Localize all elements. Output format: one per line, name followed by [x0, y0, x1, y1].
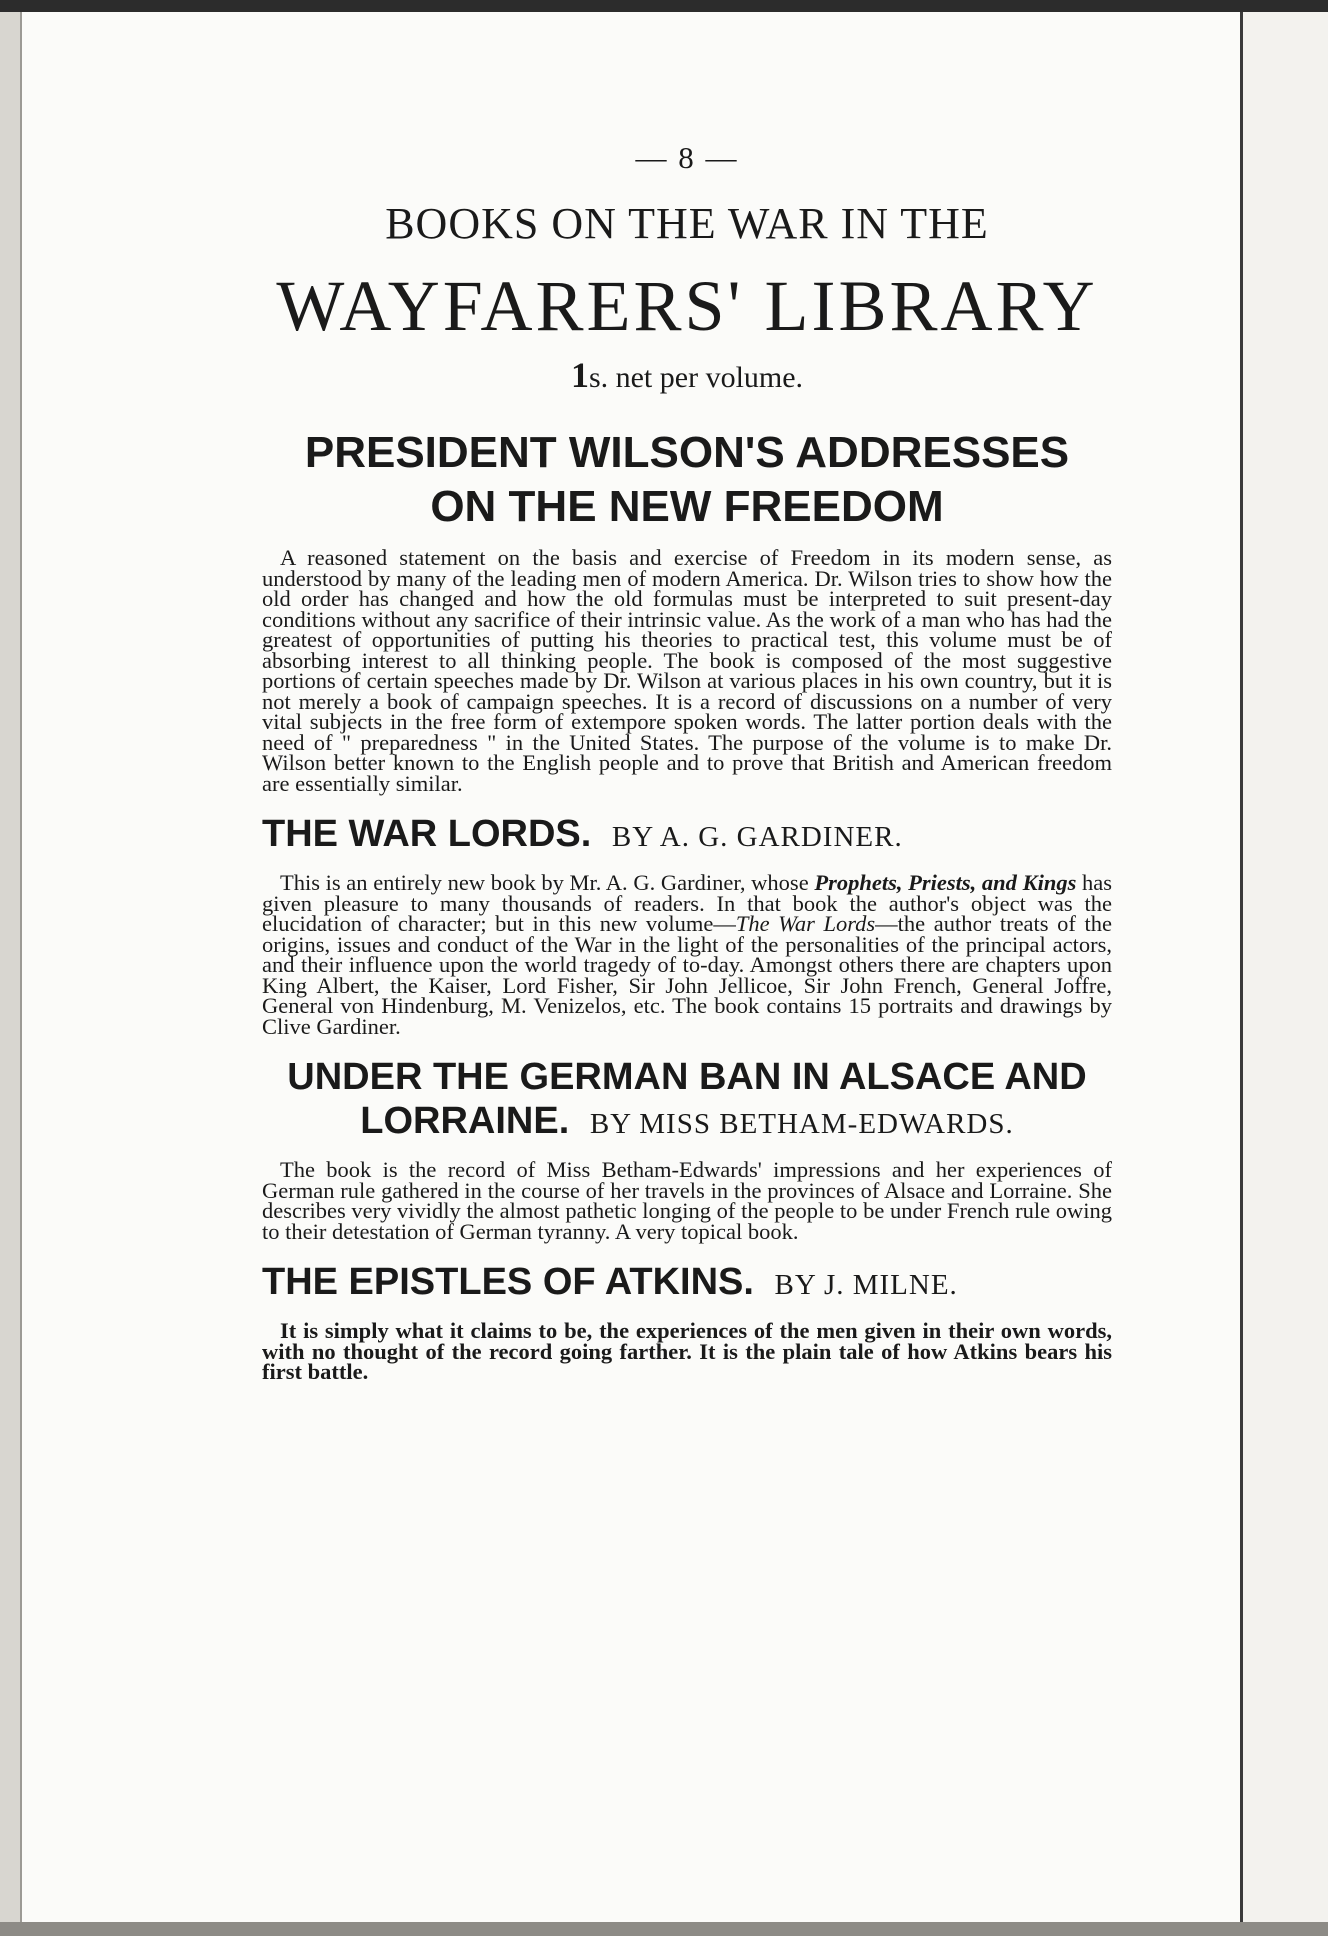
german-ban-description: The book is the record of Miss Betham-Edwards' impressions and her experiences of German rule gathered in the course of her travels in the provinces of Alsace and Lorraine. She describes very vividly the almost pathetic longing of the people to be under French rule owing to their detestation of German tyranny. A very topical book.	[262, 1157, 1112, 1244]
price-unit: s. net per volume.	[588, 361, 804, 394]
war-lords-text-3: —the author treats of the origins, issues and conduct of the War in the light of the personalities of the principal actors, and their influence upon the world tragedy of to-day. Amongst others there are chapters upon King Albert, the Kaiser, Lord Fisher, Sir John Jellicoe, Sir John French, General Joffre, General von Hindenburg, M. Venizelos, etc. The book contains 15 portraits and drawings by Clive Gardiner.	[262, 911, 1112, 1039]
price-line	[262, 354, 1112, 396]
german-ban-title-line1: UNDER THE GERMAN BAN IN ALSACE AND	[287, 1056, 1087, 1098]
feature-description: A reasoned statement on the basis and exercise of Freedom in its modern sense, as understood by many of the leading men of modern America. Dr. Wilson tries to show how the old order has changed and how the old formulas must be interpreted to suit present-day conditions without any sacrifice of their intrinsic value. As the work of a man who has had the greatest of opportunities of putting his theories to practical test, this volume must be of absorbing interest to all thinking people. The book is composed of the most suggestive portions of certain speeches made by Dr. Wilson at various places in his own country, but it is not merely a book of campaign speeches. It is a record of discussions on a number of very vital subjects in the free form of extempore spoken words. The latter portion deals with the need of " preparedness " in the United States. The purpose of the volume is to make Dr. Wilson better known to the English people and to prove that British and American freedom are essentially similar.	[262, 545, 1112, 796]
war-lords-ref-prophets: Prophets, Priests, and Kings	[814, 870, 1077, 895]
war-lords-text-1: This is an entirely new book by Mr. A. G. Gardiner, whose	[280, 870, 815, 895]
war-lords-heading	[262, 812, 1112, 859]
war-lords-ref-war-lords: The War Lords	[735, 911, 876, 936]
atkins-author: BY J. MILNE.	[774, 1269, 958, 1301]
kicker-heading: BOOKS ON THE WAR IN THE	[385, 199, 989, 248]
feature-title-line2: ON THE NEW FREEDOM	[430, 482, 944, 531]
war-lords-title: THE WAR LORDS.	[262, 813, 592, 855]
german-ban-author: BY MISS BETHAM-EDWARDS.	[589, 1108, 1014, 1140]
atkins-heading	[262, 1260, 1112, 1307]
series-title: WAYFARERS' LIBRARY	[276, 266, 1098, 346]
war-lords-description	[262, 870, 1113, 1039]
german-ban-title-line2: LORRAINE.	[360, 1100, 570, 1142]
bottom-page-edge	[0, 1922, 1328, 1936]
atkins-title: THE EPISTLES OF ATKINS.	[262, 1261, 754, 1303]
german-ban-title-line2-wrap	[262, 1099, 1112, 1146]
german-ban-heading	[262, 1055, 1112, 1146]
page-number: — 8 —	[635, 140, 739, 175]
adjacent-page-edge	[1240, 12, 1328, 1936]
war-lords-author: BY A. G. GARDINER.	[611, 821, 903, 853]
atkins-description: It is simply what it claims to be, the experiences of the men given in their own words, with no thought of the record going farther. It is the plain tale of how Atkins bears his first battle.	[262, 1318, 1112, 1384]
war-lords-text-2: has given pleasure to many thousands of readers. In that book the author's object was the elucidation of character; but in this new volume—	[262, 870, 1113, 936]
feature-title-line1: PRESIDENT WILSON'S ADDRESSES	[304, 428, 1070, 477]
advertisement-content	[262, 140, 1112, 1383]
price-amount: 1	[570, 355, 589, 395]
top-page-edge	[0, 0, 1328, 12]
